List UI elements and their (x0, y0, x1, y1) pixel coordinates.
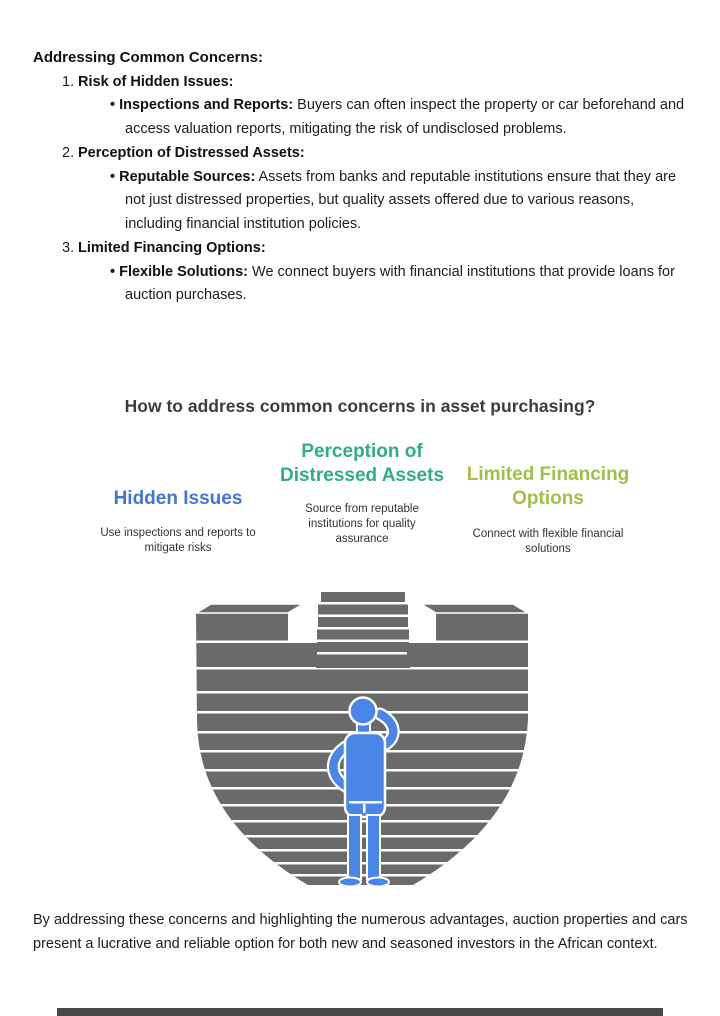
left-wing-top-face (196, 604, 303, 613)
list-number: 2. (62, 145, 75, 161)
bullet-icon: • (110, 168, 116, 185)
column-desc-limited-financing: Connect with flexible financial solutions (472, 528, 624, 555)
person-leg (367, 815, 380, 879)
concerns-section (0, 0, 720, 308)
center-tower (316, 592, 410, 668)
bullet-text: We connect buyers with financial institutions that provide loans for auction purchases. (125, 263, 675, 303)
list-item (62, 142, 688, 166)
list-item-title: Risk of Hidden Issues: (78, 73, 234, 90)
list-item-title: Limited Financing Options: (78, 240, 266, 256)
infographic-title: How to address common concerns in asset purchasing? (124, 396, 596, 416)
bullet-item (110, 261, 688, 308)
bullet-icon: • (110, 97, 116, 113)
column-title-limited-financing: Limited Financing Options (466, 464, 630, 509)
column-title-distressed-assets: Perception of Distressed Assets (279, 441, 445, 486)
list-item (62, 71, 688, 95)
bullet-lead: Inspections and Reports: (119, 97, 294, 113)
section-heading: Addressing Common Concerns: (33, 49, 264, 66)
column-title-hidden-issues: Hidden Issues (113, 488, 243, 509)
bullet-icon: • (110, 263, 116, 280)
bullet-item (110, 94, 688, 141)
bullet-text: Buyers can often inspect the property or car beforehand and access valuation reports, mitigating the risk of undisclosed problems. (125, 97, 685, 137)
bullet-item (110, 166, 688, 237)
column-desc-hidden-issues: Use inspections and reports to mitigate risks (100, 527, 256, 554)
bullet-text: Assets from banks and reputable institutions ensure that they are not just distressed properties, but quality assets offered due to various reasons, including financial institution policies. (125, 168, 677, 232)
right-wing-top-face (421, 604, 528, 613)
list-item-title: Perception of Distressed Assets: (78, 145, 305, 161)
staircase-person-illustration (185, 585, 535, 895)
person-head (350, 698, 377, 725)
person-leg (348, 815, 361, 879)
list-item (62, 237, 688, 261)
person-foot (367, 878, 389, 887)
column-desc-distressed-assets: Source from reputable institutions for quality assurance (305, 503, 419, 545)
person-foot (339, 878, 361, 887)
bullet-lead: Reputable Sources: (119, 168, 256, 185)
footer-bar (57, 1008, 663, 1016)
bullet-lead: Flexible Solutions: (119, 263, 249, 280)
closing-paragraph: By addressing these concerns and highlighting the numerous advantages, auction properties and cars present a lucrative and reliable option for both new and seasoned investors in the African context. (33, 912, 688, 952)
list-number: 3. (62, 240, 75, 256)
list-number: 1. (62, 73, 75, 90)
